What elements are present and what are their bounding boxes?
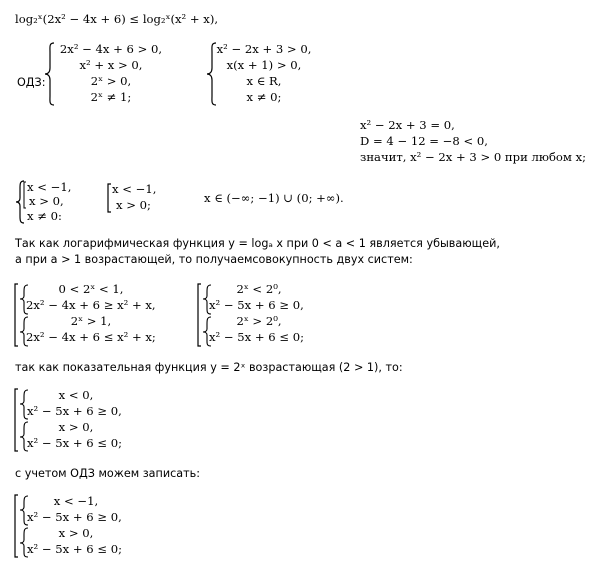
main-inequality: log₂ˣ(2x² − 4x + 6) ≤ log₂ˣ(x² + x), bbox=[15, 12, 219, 26]
paragraph-log-line1: Так как логарифмическая функция y = logₐ x при 0 < a < 1 является убывающей, bbox=[15, 237, 500, 250]
set1-right-row: x² − 5x + 6 ≥ 0, bbox=[209, 298, 304, 312]
set1-left-row: 0 < 2ˣ < 1, bbox=[58, 282, 124, 296]
odz-system1-row: x² + x > 0, bbox=[79, 58, 143, 72]
odz-system1-brace bbox=[44, 42, 56, 106]
paragraph-odz: с учетом ОДЗ можем записать: bbox=[15, 467, 200, 480]
odz-result-b-row: x < −1, bbox=[112, 182, 157, 196]
odz-interval: x ∈ (−∞; −1) ∪ (0; +∞). bbox=[204, 191, 344, 205]
set2-row: x < 0, bbox=[58, 388, 94, 402]
set3-row: x² − 5x + 6 ≤ 0; bbox=[27, 542, 123, 556]
discriminant-value: D = 4 − 12 = −8 < 0, bbox=[360, 134, 488, 148]
set1-right-row: x² − 5x + 6 ≤ 0; bbox=[209, 330, 305, 344]
odz-label: ОДЗ: bbox=[17, 76, 46, 89]
odz-system2-row: x ≠ 0; bbox=[246, 90, 282, 104]
set1-left-row: 2ˣ > 1, bbox=[70, 314, 112, 328]
paragraph-log-line2: а при a > 1 возрастающей, то получаемсовокупность двух систем: bbox=[15, 253, 413, 266]
odz-result-a-row: x < −1, bbox=[27, 180, 72, 194]
set1-left-row: 2x² − 4x + 6 ≥ x² + x, bbox=[26, 298, 156, 312]
set3-row: x² − 5x + 6 ≥ 0, bbox=[27, 510, 122, 524]
set3-row: x < −1, bbox=[53, 494, 99, 508]
set2-row: x > 0, bbox=[58, 420, 94, 434]
odz-result-a-row: x ≠ 0: bbox=[27, 209, 62, 223]
odz-result-a-row: x > 0, bbox=[29, 194, 64, 208]
paragraph-exp: так как показательная функция y = 2ˣ возрастающая (2 > 1), то: bbox=[15, 361, 403, 374]
odz-result-brace-a bbox=[13, 180, 27, 224]
set2-row: x² − 5x + 6 ≤ 0; bbox=[27, 436, 123, 450]
discriminant-equation: x² − 2x + 3 = 0, bbox=[360, 118, 455, 132]
odz-system1-row: 2x² − 4x + 6 > 0, bbox=[59, 42, 163, 56]
set1-right-row: 2ˣ > 2⁰, bbox=[236, 314, 282, 328]
set3-row: x > 0, bbox=[58, 526, 94, 540]
odz-result-b-row: x > 0; bbox=[116, 198, 151, 212]
discriminant-conclusion: значит, x² − 2x + 3 > 0 при любом x; bbox=[360, 150, 587, 164]
set1-left-row: 2x² − 4x + 6 ≤ x² + x; bbox=[26, 330, 156, 344]
odz-system2-row: x(x + 1) > 0, bbox=[226, 58, 302, 72]
set1-right-row: 2ˣ < 2⁰, bbox=[236, 282, 282, 296]
odz-system1-row: 2ˣ > 0, bbox=[90, 74, 132, 88]
odz-system2-row: x ∈ R, bbox=[246, 74, 282, 88]
odz-system2-row: x² − 2x + 3 > 0, bbox=[216, 42, 312, 56]
set2-row: x² − 5x + 6 ≥ 0, bbox=[27, 404, 122, 418]
odz-system1-row: 2ˣ ≠ 1; bbox=[90, 90, 132, 104]
